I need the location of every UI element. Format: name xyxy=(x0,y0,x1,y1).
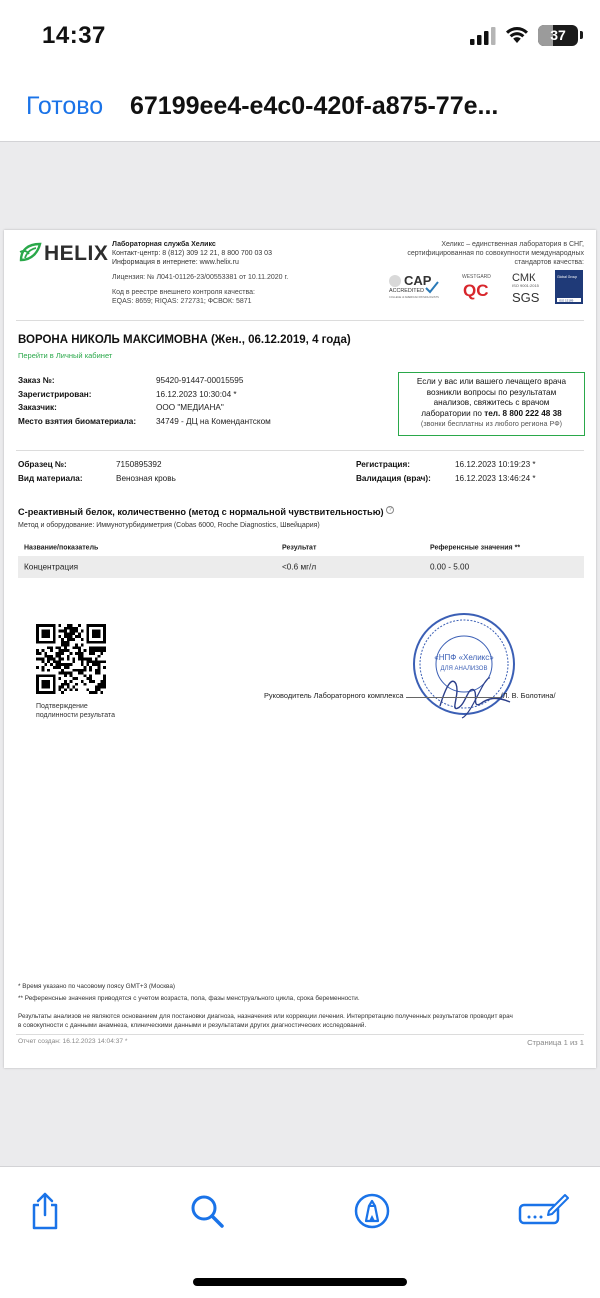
done-button[interactable]: Готово xyxy=(26,92,104,120)
contact-line: Если у вас или вашего лечащего врача xyxy=(416,377,567,386)
document-viewer[interactable] xyxy=(0,142,600,1166)
quality-registry xyxy=(112,288,255,306)
contact-line: анализов, свяжитесь с врачом xyxy=(433,398,550,407)
header-divider xyxy=(16,320,584,321)
disclaimer xyxy=(18,1012,513,1030)
global-group-badge xyxy=(555,270,583,304)
qr-code[interactable] xyxy=(36,624,106,694)
wifi-icon xyxy=(505,26,529,44)
contact-prefix: лаборатории по xyxy=(421,408,485,418)
status-time: 14:37 xyxy=(42,22,106,49)
battery-level: 37 xyxy=(550,27,566,43)
sample-label: Образец №: xyxy=(18,460,67,469)
markup-icon[interactable] xyxy=(352,1191,392,1231)
signer-name: /Л. В. Болотина/ xyxy=(500,691,556,700)
patient-name: ВОРОНА НИКОЛЬ МАКСИМОВНА (Жен., 06.12.2019, 4 года) xyxy=(18,334,351,346)
stamp-center-text: «НПФ «Хеликс» xyxy=(434,653,494,662)
helix-leaf-icon xyxy=(18,240,44,266)
cellular-signal-icon xyxy=(470,27,496,45)
nav-bar xyxy=(0,72,600,142)
report-created: Отчет создан: 16.12.2023 14:04:37 * xyxy=(18,1038,128,1045)
column-result-header: Результат xyxy=(282,544,317,552)
contact-phone[interactable]: тел. 8 800 222 48 38 xyxy=(484,408,562,418)
indicator-name: Концентрация xyxy=(24,562,79,572)
table-row xyxy=(18,556,584,578)
cap-fine-text: COLLEGE of AMERICAN PATHOLOGISTS xyxy=(389,296,439,299)
westgard-text: WESTGARD xyxy=(462,274,491,280)
global-group-text: Global Group xyxy=(557,275,578,279)
qr-caption xyxy=(36,702,115,720)
battery-tip xyxy=(580,31,583,39)
iso-text: ISO 9001:2015 xyxy=(512,283,539,288)
gs-code-text: ISO 15189 xyxy=(559,298,574,303)
sgs-text: SGS xyxy=(512,290,540,305)
stamp-sub-text: ДЛЯ АНАЛИЗОВ xyxy=(440,666,488,672)
sample-number: 7150895392 xyxy=(116,460,162,469)
place-label: Место взятия биоматериала: xyxy=(18,416,137,426)
lab-license: Лицензия: № Л041-01126-23/00553381 от 10.11.2020 г. xyxy=(112,274,289,281)
search-icon[interactable] xyxy=(187,1191,227,1231)
qr-caption-line: Подтверждение xyxy=(36,703,88,710)
certification-text xyxy=(374,240,584,267)
smk-sgs-badge xyxy=(510,270,550,308)
sample-labels xyxy=(18,458,83,485)
contact-line xyxy=(399,409,584,420)
registration-labels xyxy=(356,458,431,485)
contact-line: возникли вопросы по результатам xyxy=(426,387,557,397)
signature-icon[interactable] xyxy=(517,1191,569,1231)
sample-values xyxy=(116,458,176,485)
order-labels xyxy=(18,374,136,428)
disclaimer-line: в совокупности с данными анамнеза, клиническими данными и результатами других диагностических исследований. xyxy=(18,1022,367,1029)
registration-date: 16.12.2023 10:19:23 * xyxy=(455,460,536,469)
lab-info xyxy=(112,240,272,267)
cert-line: Хеликс – единственная лаборатория в СНГ, xyxy=(441,241,584,248)
reference-footnote: ** Референсные значения приводятся с учетом возраста, пола, фазы менструального цикла, срока беременности. xyxy=(18,995,360,1002)
customer-label: Заказчик: xyxy=(18,403,57,412)
registered-label: Зарегистрирован: xyxy=(18,389,92,399)
cert-line: стандартов качества: xyxy=(514,259,584,266)
registered-date: 16.12.2023 10:30:04 * xyxy=(156,389,237,399)
order-label: Заказ №: xyxy=(18,376,55,385)
test-title xyxy=(18,506,394,517)
results-table-header xyxy=(18,542,584,554)
cert-line: сертифицированная по совокупности международных xyxy=(407,250,584,257)
battery-icon xyxy=(538,25,578,46)
share-icon[interactable] xyxy=(25,1191,65,1231)
column-reference-header: Референсные значения ** xyxy=(430,544,521,552)
collection-place: 34749 - ДЦ на Комендантском xyxy=(156,416,271,426)
cap-text: CAP xyxy=(404,273,432,288)
column-name-header: Название/показатель xyxy=(24,544,99,552)
test-method: Метод и оборудование: Иммунотурбидиметрия (Cobas 6000, Roche Diagnostics, Швейцария) xyxy=(18,522,320,529)
signature-underline xyxy=(406,697,501,698)
contact-note: (звонки бесплатны из любого региона РФ) xyxy=(420,419,563,428)
helix-logo xyxy=(18,240,109,268)
time-footnote: * Время указано по часовому поясу GMT+3 (Москва) xyxy=(18,983,176,990)
customer-name: ООО "МЕДИАНА" xyxy=(156,403,224,412)
registration-values xyxy=(455,458,536,485)
logo-text: HELIX xyxy=(44,242,109,265)
lab-contact: Контакт-центр: 8 (812) 309 12 21, 8 800 700 03 03 xyxy=(112,250,272,257)
cap-sub-text: ACCREDITED xyxy=(389,288,425,294)
registration-label: Регистрация: xyxy=(356,460,410,469)
help-icon[interactable]: ? xyxy=(386,506,394,514)
registry-codes: EQAS: 8659; RIQAS: 272731; ФСВОК: 5871 xyxy=(112,298,252,305)
indicator-reference: 0.00 - 5.00 xyxy=(430,562,470,572)
cap-seal-icon xyxy=(389,275,401,287)
order-divider xyxy=(16,450,584,451)
order-values xyxy=(156,374,271,428)
signature-line xyxy=(264,691,556,700)
lab-website: Информация в интернете: www.helix.ru xyxy=(112,259,239,266)
order-number: 95420-91447-00015595 xyxy=(156,376,244,385)
document-title: 67199ee4-e4c0-420f-a875-77e... xyxy=(130,92,499,120)
material-label: Вид материала: xyxy=(18,473,83,483)
qr-caption-line: подлинности результата xyxy=(36,712,115,719)
test-title-text: С-реактивный белок, количественно (метод с нормальной чувствительностью) xyxy=(18,507,384,518)
doctor-contact-box xyxy=(398,372,585,436)
signer-role: Руководитель Лабораторного комплекса xyxy=(264,691,404,700)
lab-name: Лабораторная служба Хеликс xyxy=(112,241,216,248)
footer-divider xyxy=(16,1034,584,1035)
disclaimer-line: Результаты анализов не являются основанием для постановки диагноза, назначения или коррекции лечения. Интерпретацию полученных результатов проводит врач xyxy=(18,1013,513,1020)
home-indicator[interactable] xyxy=(193,1278,407,1286)
registry-title: Код в реестре внешнего контроля качества: xyxy=(112,289,255,296)
cap-accredited-badge xyxy=(388,272,450,300)
indicator-result: <0.6 мг/л xyxy=(282,562,317,572)
validation-label: Валидация (врач): xyxy=(356,473,431,483)
status-bar xyxy=(0,0,600,72)
page-number: Страница 1 из 1 xyxy=(527,1038,584,1047)
validation-date: 16.12.2023 13:46:24 * xyxy=(455,473,536,483)
qc-text: QC xyxy=(463,281,489,300)
material-type: Венозная кровь xyxy=(116,473,176,483)
document-page xyxy=(4,230,596,1068)
smk-text: СМК xyxy=(512,272,536,284)
personal-cabinet-link[interactable]: Перейти в Личный кабинет xyxy=(18,351,113,360)
westgard-qc-badge xyxy=(460,272,500,300)
